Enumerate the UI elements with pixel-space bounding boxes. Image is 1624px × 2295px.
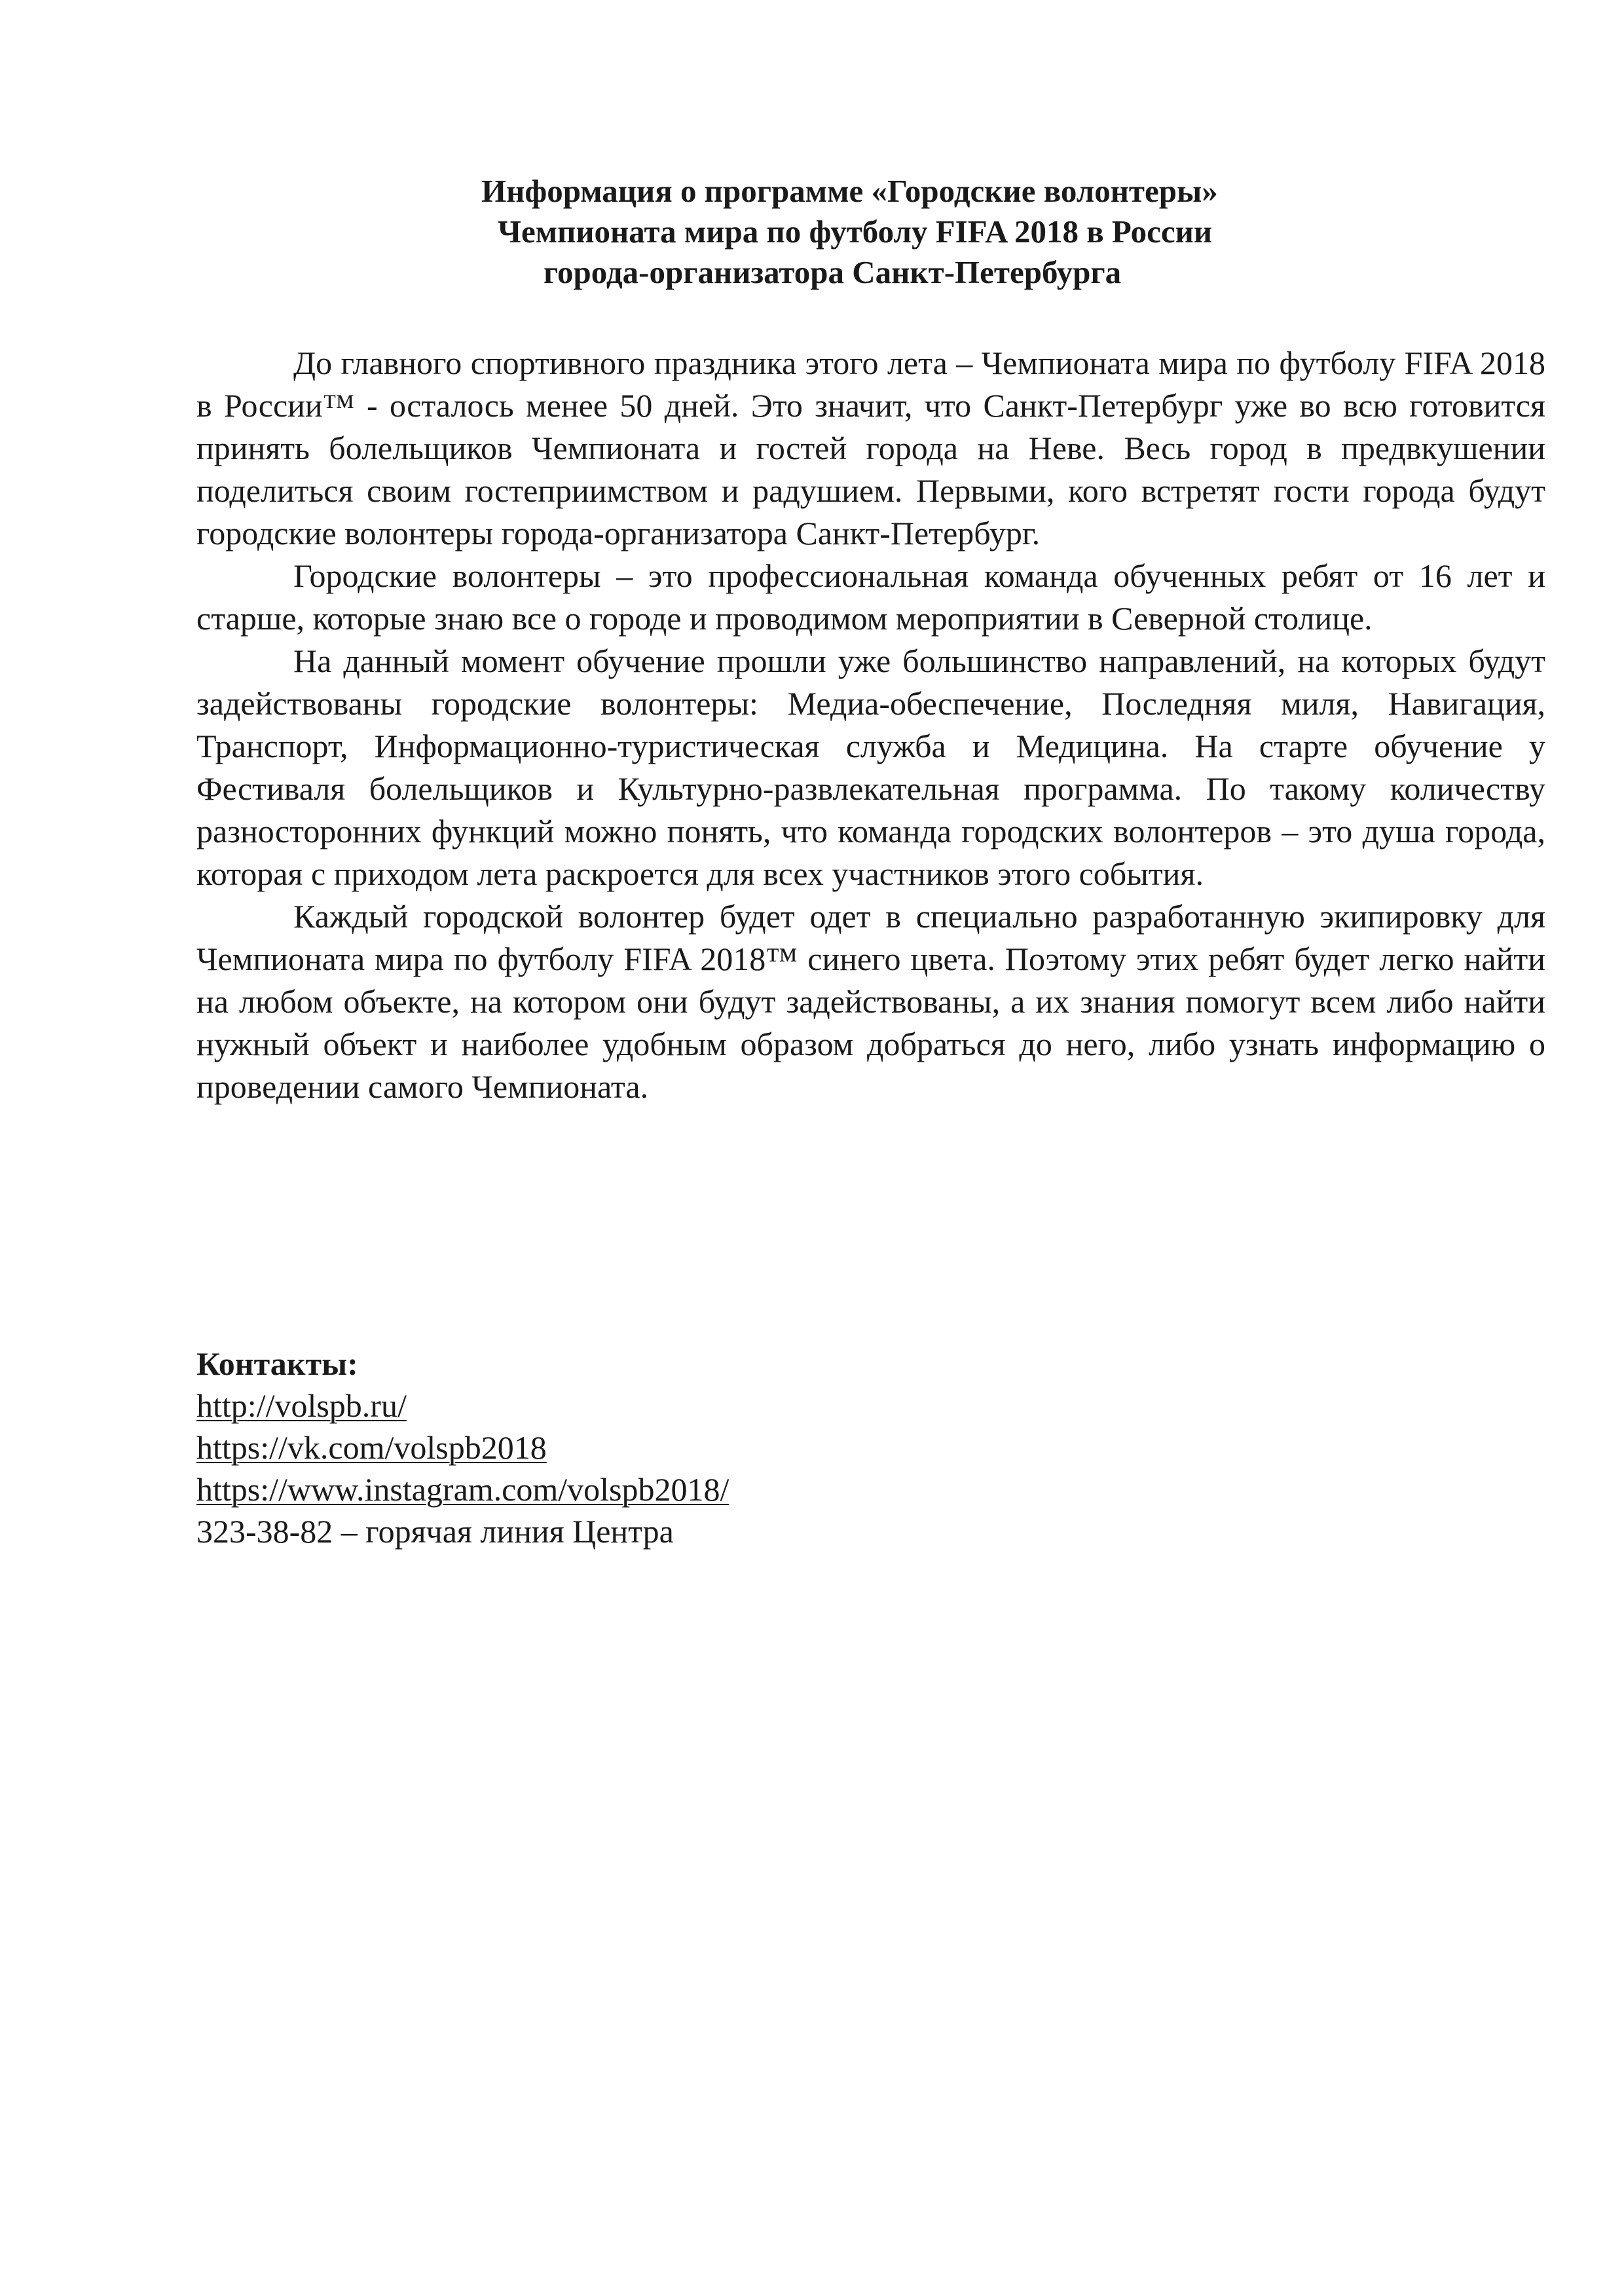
document-body: [196, 342, 1545, 1108]
hotline-text: 323-38-82 – горячая линия Центра: [196, 1513, 674, 1550]
title-line-1: Информация о программе «Городские волонтеры»: [481, 173, 1218, 209]
paragraph-training: На данный момент обучение прошли уже большинство направлений, на которых будут задействованы городские волонтеры: Медиа-обеспечение, Последняя миля, Навигация, Транспорт, Информационно-туристическая служба и Медицина. На старте обучение у Фестиваля болельщиков и Культурно-развлекательная программа. По такому количеству разносторонних функций можно понять, что команда городских волонтеров – это душа города, которая с приходом лета раскроется для всех участников этого события.: [196, 643, 1545, 892]
contacts-heading: Контакты:: [196, 1345, 358, 1382]
contact-link-instagram[interactable]: https://www.instagram.com/volspb2018/: [196, 1471, 729, 1508]
paragraph-uniform: Каждый городской волонтер будет одет в специально разработанную экипировку для Чемпионата мира по футболу FIFA 2018™ синего цвета. Поэтому этих ребят будет легко найти на любом объекте, на котором они будут задействованы, а их знания помогут всем либо найти нужный объект и наиболее удобным образом добраться до него, либо узнать информацию о проведении самого Чемпионата.: [196, 898, 1545, 1105]
contact-link-website[interactable]: http://volspb.ru/: [196, 1387, 407, 1424]
contact-link-vk[interactable]: https://vk.com/volspb2018: [196, 1429, 547, 1466]
paragraph-volunteers-team: Городские волонтеры – это профессиональная команда обученных ребят от 16 лет и старше, которые знаю все о городе и проводимом мероприятии в Северной столице.: [196, 557, 1545, 637]
title-line-2: Чемпионата мира по футболу FIFA 2018 в России: [498, 214, 1213, 250]
title-line-3: города-организатора Санкт-Петербурга: [544, 254, 1122, 290]
paragraph-countdown: До главного спортивного праздника этого лета – Чемпионата мира по футболу FIFA 2018 в России™ - осталось менее 50 дней. Это значит, что Санкт-Петербург уже во всю готовится принять болельщиков Чемпионата и гостей города на Неве. Весь город в предвкушении поделиться своим гостеприимством и радушием. Первыми, кого встретят гости города будут городские волонтеры города-организатора Санкт-Петербург.: [196, 345, 1545, 551]
contacts-section: [196, 1343, 1244, 1552]
